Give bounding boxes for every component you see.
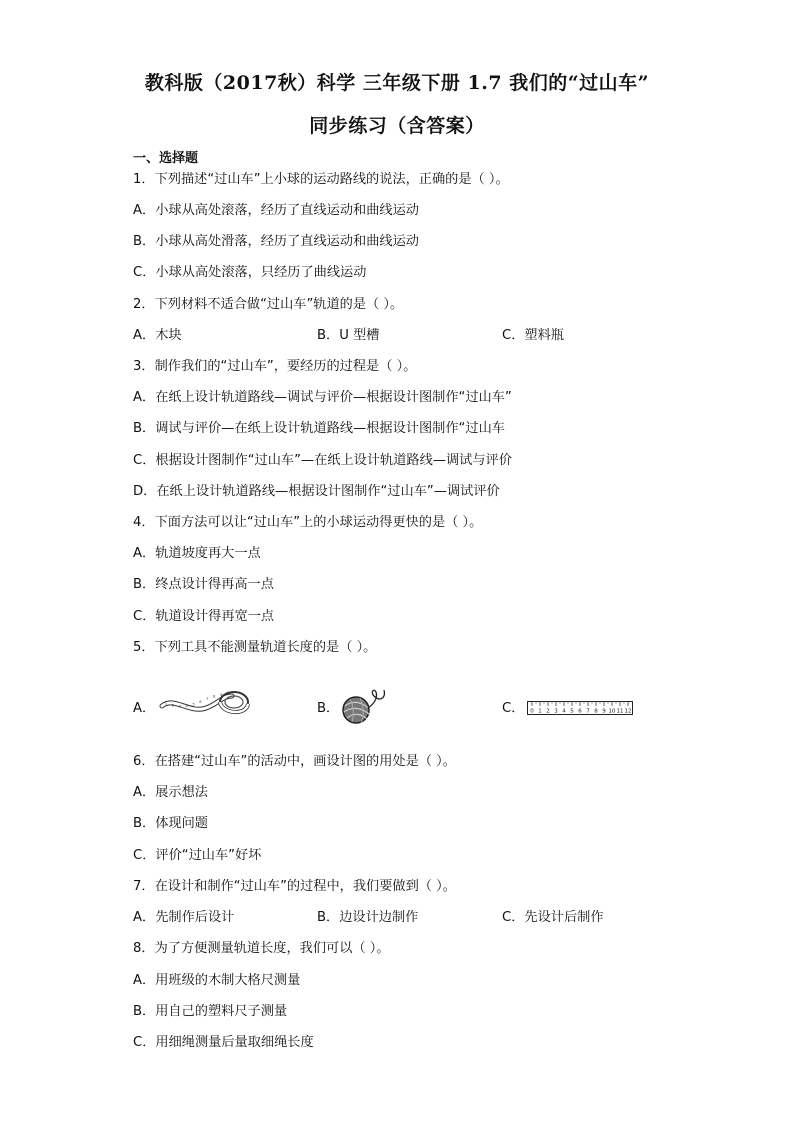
question-3-option-b[interactable]: B．调试与评价—在纸上设计轨道路线—根据设计图制作“过山车 xyxy=(133,421,505,436)
question-3-stem: 3．制作我们的“过山车”，要经历的过程是（ ）。 xyxy=(133,359,417,374)
question-1-option-a[interactable]: A．小球从高处滚落，经历了直线运动和曲线运动 xyxy=(133,203,419,218)
question-6-option-c[interactable]: C．评价“过山车”好坏 xyxy=(133,848,262,863)
ruler-tick-label: 7 xyxy=(586,708,590,715)
tape-mark-label: 4 xyxy=(185,703,188,708)
question-6-option-a[interactable]: A．展示想法 xyxy=(133,785,208,800)
question-6-option-b[interactable]: B．体现问题 xyxy=(133,816,208,831)
question-2-option-a[interactable]: A．木块 xyxy=(133,328,182,343)
question-7-stem: 7．在设计和制作“过山车”的过程中，我们要做到（ ）。 xyxy=(133,879,456,894)
ruler-tick-label: 10 xyxy=(608,708,616,715)
tape-mark-label: 7 xyxy=(206,697,209,702)
question-2-stem: 2．下列材料不适合做“过山车”轨道的是（ ）。 xyxy=(133,297,404,312)
ruler-tick-label: 3 xyxy=(554,708,558,715)
question-5-option-a[interactable]: A． xyxy=(133,701,156,716)
tape-mark-label: 9 xyxy=(219,692,223,697)
question-4-option-b[interactable]: B．终点设计得再高一点 xyxy=(133,577,274,592)
question-5-option-c[interactable]: C． xyxy=(502,701,525,716)
ruler-tick-label: 2 xyxy=(546,708,550,715)
question-4-option-c[interactable]: C．轨道设计得再宽一点 xyxy=(133,609,275,624)
question-7-option-c[interactable]: C．先设计后制作 xyxy=(502,910,604,925)
tape-mark-label: 10 xyxy=(225,692,231,697)
question-1-option-b[interactable]: B．小球从高处滑落，经历了直线运动和曲线运动 xyxy=(133,234,419,249)
section-heading: 一、选择题 xyxy=(133,151,199,166)
tape-mark-label: 2 xyxy=(171,703,175,708)
question-1-option-c[interactable]: C．小球从高处滚落，只经历了曲线运动 xyxy=(133,265,367,280)
question-4-stem: 4．下面方法可以让“过山车”上的小球运动得更快的是（ ）。 xyxy=(133,515,483,530)
ruler-tick-label: 4 xyxy=(562,708,566,715)
question-2-option-c[interactable]: C．塑料瓶 xyxy=(502,328,564,343)
worksheet-title: 教科版（2017秋）科学 三年级下册 1.7 我们的“过山车” xyxy=(144,72,650,94)
tape-measure-icon xyxy=(160,684,252,724)
question-3-option-c[interactable]: C．根据设计图制作“过山车”—在纸上设计轨道路线—调试与评价 xyxy=(133,453,512,468)
question-7-option-a[interactable]: A．先制作后设计 xyxy=(133,910,235,925)
question-2-option-b[interactable]: B．U 型槽 xyxy=(317,328,380,343)
ruler-tick-label: 9 xyxy=(602,708,606,715)
tape-mark-label: 3 xyxy=(178,704,181,709)
ruler-tick-label: 12 xyxy=(624,708,632,715)
yarn-ball-icon xyxy=(340,686,388,726)
question-8-option-c[interactable]: C．用细绳测量后量取细绳长度 xyxy=(133,1035,314,1050)
tape-mark-label: 8 xyxy=(213,694,216,699)
question-8-option-a[interactable]: A．用班级的木制大格尺测量 xyxy=(133,973,301,988)
question-1-stem: 1．下列描述“过山车”上小球的运动路线的说法，正确的是（ ）。 xyxy=(133,172,509,187)
ruler-tick-label: 1 xyxy=(538,708,542,715)
question-4-option-a[interactable]: A．轨道坡度再大一点 xyxy=(133,546,261,561)
question-5-stem: 5．下列工具不能测量轨道长度的是（ ）。 xyxy=(133,640,377,655)
ruler-icon xyxy=(527,701,633,715)
question-3-option-a[interactable]: A．在纸上设计轨道路线—调试与评价—根据设计图制作“过山车” xyxy=(133,390,512,405)
question-8-option-b[interactable]: B．用自己的塑料尺子测量 xyxy=(133,1004,288,1019)
ruler-tick-label: 11 xyxy=(616,708,624,715)
question-7-option-b[interactable]: B．边设计边制作 xyxy=(317,910,419,925)
question-6-stem: 6．在搭建“过山车”的活动中，画设计图的用处是（ ）。 xyxy=(133,754,456,769)
worksheet-subtitle: 同步练习（含答案） xyxy=(309,115,485,137)
tape-mark-label: 5 xyxy=(192,702,195,707)
ruler-tick-label: 5 xyxy=(570,708,574,715)
tape-mark-label: 1 xyxy=(164,702,168,706)
question-8-stem: 8．为了方便测量轨道长度，我们可以（ ）。 xyxy=(133,941,390,956)
question-5-option-b[interactable]: B． xyxy=(317,701,340,716)
tape-mark-label: 6 xyxy=(199,700,202,705)
question-3-option-d[interactable]: D．在纸上设计轨道路线—根据设计图制作“过山车”—调试评价 xyxy=(133,484,500,499)
ruler-tick-label: 0 xyxy=(530,708,534,715)
ruler-tick-label: 6 xyxy=(578,708,582,715)
ruler-tick-label: 8 xyxy=(594,708,598,715)
